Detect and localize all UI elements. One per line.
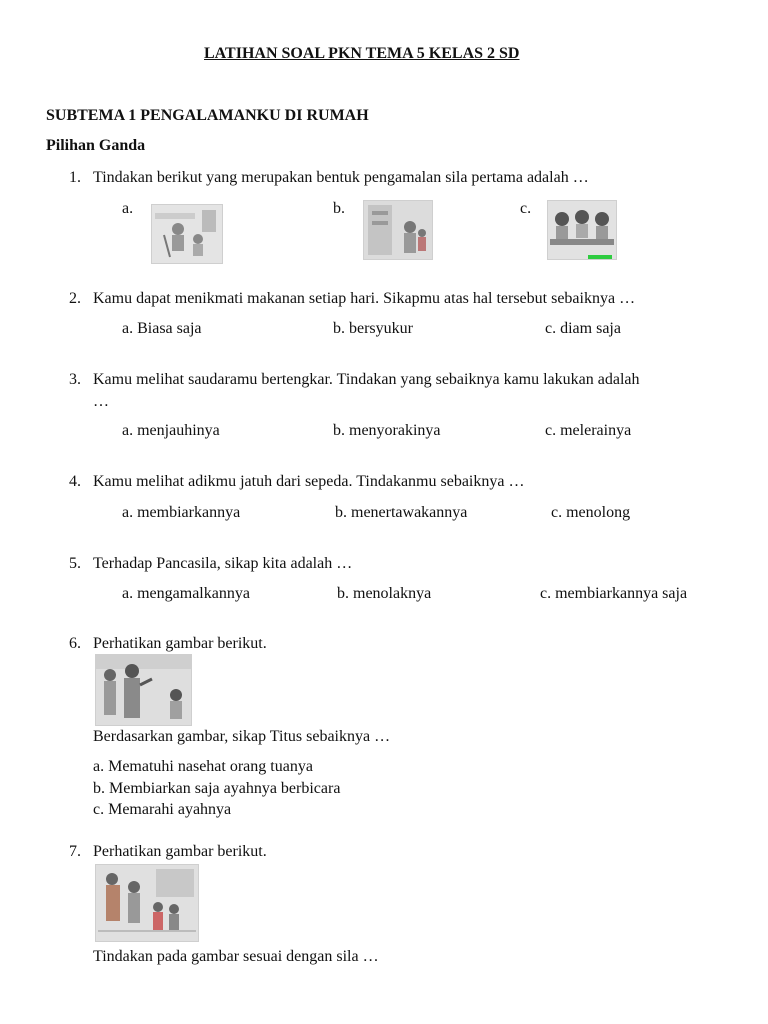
q7-illustration [95, 864, 199, 942]
question-6-text: Perhatikan gambar berikut. [93, 635, 267, 652]
q4-option-a: a. membiarkannya [122, 504, 241, 521]
question-1-text: Tindakan berikut yang merupakan bentuk pengamalan sila pertama adalah … [93, 169, 589, 186]
question-7-number: 7. [69, 843, 81, 860]
question-7-prompt: Tindakan pada gambar sesuai dengan sila … [93, 948, 379, 965]
question-7-text: Perhatikan gambar berikut. [93, 843, 267, 860]
q2-option-a: a. Biasa saja [122, 320, 202, 337]
q3-option-a: a. menjauhinya [122, 422, 220, 439]
question-3-text-continued: … [93, 393, 109, 410]
q2-option-b: b. bersyukur [333, 320, 413, 337]
q4-option-c: c. menolong [551, 504, 631, 521]
q4-option-b: b. menertawakannya [335, 504, 468, 521]
question-6-prompt: Berdasarkan gambar, sikap Titus sebaiknya … [93, 728, 391, 745]
question-4-number: 4. [69, 473, 81, 490]
q1-option-a-label: a. [122, 200, 134, 217]
q3-option-c: c. melerainya [545, 422, 632, 439]
q5-option-c: c. membiarkannya saja [540, 585, 688, 602]
document-title: LATIHAN SOAL PKN TEMA 5 KELAS 2 SD [204, 45, 520, 62]
q6-illustration [95, 654, 192, 726]
q2-option-c: c. diam saja [545, 320, 621, 337]
question-6-number: 6. [69, 635, 81, 652]
question-2-number: 2. [69, 290, 81, 307]
question-2-text: Kamu dapat menikmati makanan setiap hari. Sikapmu atas hal tersebut sebaiknya … [93, 290, 636, 307]
q5-option-a: a. mengamalkannya [122, 585, 250, 602]
q5-option-b: b. menolaknya [337, 585, 432, 602]
q1-option-a-image [151, 204, 223, 264]
q6-option-c: c. Memarahi ayahnya [93, 801, 232, 818]
question-1-number: 1. [69, 169, 81, 186]
question-3-number: 3. [69, 371, 81, 388]
q6-option-a: a. Mematuhi nasehat orang tuanya [93, 758, 313, 775]
question-5-text: Terhadap Pancasila, sikap kita adalah … [93, 555, 353, 572]
q1-option-c-label: c. [520, 200, 532, 217]
question-5-number: 5. [69, 555, 81, 572]
q1-option-b-image [363, 200, 433, 260]
question-3-text: Kamu melihat saudaramu bertengkar. Tindakan yang sebaiknya kamu lakukan adalah [93, 371, 640, 388]
q1-option-b-label: b. [333, 200, 345, 217]
q3-option-b: b. menyorakinya [333, 422, 441, 439]
q1-option-c-image [547, 200, 617, 260]
subtheme-heading: SUBTEMA 1 PENGALAMANKU DI RUMAH [46, 107, 369, 124]
q6-option-b: b. Membiarkan saja ayahnya berbicara [93, 780, 341, 797]
question-4-text: Kamu melihat adikmu jatuh dari sepeda. Tindakanmu sebaiknya … [93, 473, 525, 490]
section-heading: Pilihan Ganda [46, 137, 146, 154]
